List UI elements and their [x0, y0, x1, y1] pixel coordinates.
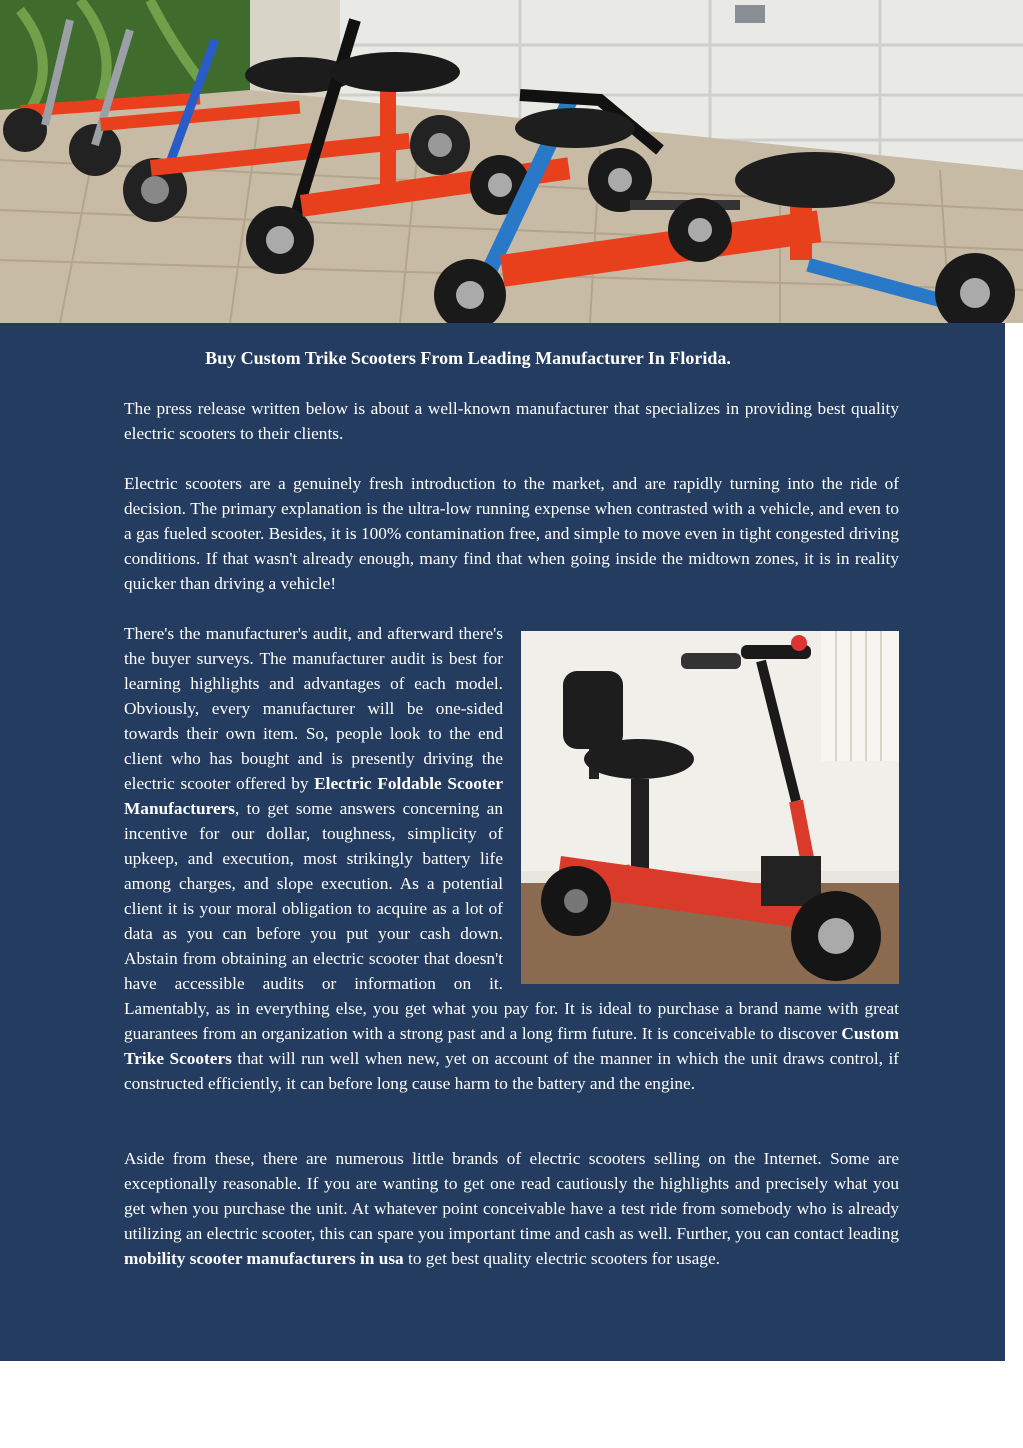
folding-trike-photo-icon	[521, 631, 899, 984]
link-electric-foldable-scooter-manufacturers[interactable]: Electric Foldable Scooter Manufacturers	[124, 774, 503, 818]
paragraph-small-brands: Aside from these, there are numerous little brands of electric scooters selling on the Internet. Some are exceptionally reasonable. If you are wanting to get one read cautiously the highlights and precisely what you get when you purchase the unit. At whatever point conceivable have a test ride from somebody who is already utilizing an electric scooter, this can spare you important time and cash as well. Further, you can contact leading mobility scooter manufacturers in usa to get best quality electric scooters for usage.	[124, 1149, 899, 1268]
link-custom-trike-scooters[interactable]: Custom Trike Scooters	[124, 1024, 899, 1068]
paragraph-audits: There's the manufacturer's audit, and afterward there's the buyer surveys. The manufacturer audit is best for learning highlights and advantages of each model. Obviously, every manufacturer will be one-sided towards their own item. So, people look to the end client who has bought and is presently driving the electric scooter offered by Electric Foldable Scooter Manufacturers, to get some answers concerning an incentive for our dollar, toughness, simplicity of upkeep, and execution, most strikingly battery life among charges, and slope execution. As a potential client it is your moral obligation to acquire as a lot of data as you can before you put your cash down. Abstain from obtaining an electric scooter that doesn't have accessible audits or information on it. Lamentably, as in everything else, you get what you pay for. It is ideal to purchase a brand name with great guarantees from an organization with a strong past and a long firm future. It is conceivable to discover Custom Trike Scooters that will run well when new, yet on account of the manner in which the unit draws control, if constructed efficiently, it can before long cause harm to the battery and the engine.	[124, 624, 900, 1093]
trike-scooters-photo-icon	[0, 0, 1023, 323]
article-title: Buy Custom Trike Scooters From Leading Manufacturer In Florida.	[205, 348, 731, 368]
paragraph-intro: The press release written below is about a well-known manufacturer that specializes in providing best quality electric scooters to their clients.	[124, 399, 899, 443]
hero-photo	[0, 0, 1023, 323]
link-mobility-scooter-manufacturers[interactable]: mobility scooter manufacturers in usa	[124, 1249, 404, 1268]
paragraph-electric-scooters: Electric scooters are a genuinely fresh introduction to the market, and are rapidly turning into the ride of decision. The primary explanation is the ultra-low running expense when contrasted with a vehicle, and even to a gas fueled scooter. Besides, it is 100% contamination free, and simple to move even in tight congested driving conditions. If that wasn't already enough, many find that when going inside the midtown zones, it is in reality quicker than driving a vehicle!	[124, 474, 899, 593]
folding-trike-photo	[521, 631, 899, 984]
